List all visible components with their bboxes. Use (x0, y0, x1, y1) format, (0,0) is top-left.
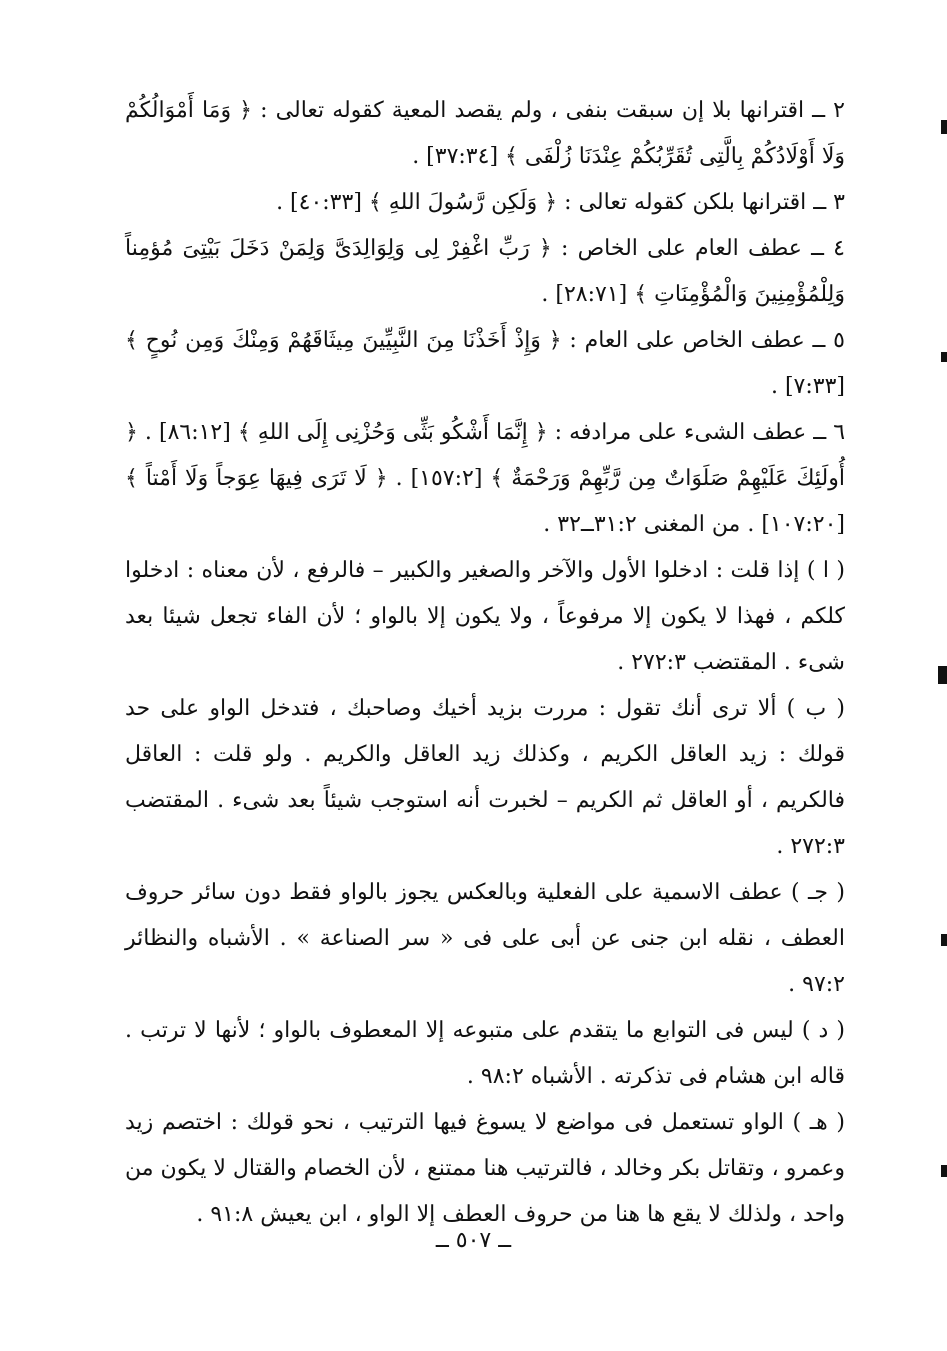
page-body (125, 88, 845, 1238)
scan-edge-mark (941, 352, 947, 362)
scan-edge-mark (941, 120, 947, 134)
paragraph-6: ٦ ــ عطف الشىء على مرادفه : ﴿ إِنَّمَا أَشْكُو بَثِّى وَحُزْنِى إِلَى اللهِ ﴾ [٨٦:١٢] . ﴿ أُولَئِكَ عَلَيْهِمْ صَلَوَاتٌ مِن رَّبِّهِمْ وَرَحْمَةٌ ﴾ [١٥٧:٢] . ﴿ لَا تَرَى فِيهَا عِوَجاً وَلَا أَمْتاً ﴾ [١٠٧:٢٠] . من المغنى ٣١:٢ــ٣٢ . (125, 420, 846, 537)
paragraph-5: ٥ ــ عطف الخاص على العام : ﴿ وَإِذْ أَخَذْنَا مِنَ النَّبِيِّينَ مِيثَاقَهُمْ وَمِنْكَ وَمِن نُوحٍ ﴾ [٧:٣٣] . (125, 328, 845, 399)
note-b: ( ب ) ألا ترى أنك تقول : مررت بزيد أخيك وصاحبك ، فتدخل الواو على حد قولك : زيد العاقل الكريم ، وكذلك زيد العاقل والكريم . ولو قلت : العاقل فالكريم ، أو العاقل ثم الكريم – لخبرت أنه استوجب شيئاً بعد شىء . المقتضب ٢٧٢:٣ . (125, 696, 845, 859)
paragraph-2: ٢ ــ اقترانها بلا إن سبقت بنفى ، ولم يقصد المعية كقوله تعالى : ﴿ وَمَا أَمْوَالُكُمْ وَلَا أَوْلَادُكُمْ بِالَّتِى تُقَرِّبُكُمْ عِنْدَنَا زُلْفَى ﴾ [٣٧:٣٤] . (125, 98, 845, 169)
note-c: ( جـ ) عطف الاسمية على الفعلية وبالعكس يجوز بالواو فقط دون سائر حروف العطف ، نقله ابن جنى عن أبى على فى « سر الصناعة » . الأشباه والنظائر ٩٧:٢ . (125, 880, 846, 997)
paragraph-3: ٣ ــ اقترانها بلكن كقوله تعالى : ﴿ وَلَكِن رَّسُولَ اللهِ ﴾ [٤٠:٣٣] . (276, 190, 845, 215)
page-number: ــ ٥٠٧ ــ (435, 1228, 512, 1253)
scan-edge-mark (941, 1165, 947, 1177)
scan-edge-mark (941, 934, 947, 946)
note-e: ( هـ ) الواو تستعمل فى مواضع لا يسوغ فيها الترتيب ، نحو قولك : اختصم زيد وعمرو ، وتقاتل بكر وخالد ، فالترتيب هنا ممتنع ، لأن الخصام والقتال لا يكون من واحد ، ولذلك لا يقع ها هنا من حروف العطف إلا الواو ، ابن يعيش ٩١:٨ . (125, 1110, 845, 1227)
paragraph-4: ٤ ــ عطف العام على الخاص : ﴿ رَبِّ اغْفِرْ لِى وَلِوَالِدَىَّ وَلِمَنْ دَخَلَ بَيْتِىَ مُؤمِناً وَلِلْمُؤْمِنِينَ وَالْمُؤْمِنَاتِ ﴾ [٢٨:٧١] . (125, 236, 845, 307)
note-a: ( ا ) إذا قلت : ادخلوا الأول والآخر والصغير والكبير – فالرفع ، لأن معناه : ادخلوا كلكم ، فهذا لا يكون إلا مرفوعاً ، ولا يكون إلا بالواو ؛ لأن الفاء تجعل شيئا بعد شىء . المقتضب ٢٧٢:٣ . (125, 558, 845, 675)
note-d: ( د ) ليس فى التوابع ما يتقدم على متبوعه إلا المعطوف بالواو ؛ لأنها لا ترتب . قاله ابن هشام فى تذكرته . الأشباه ٩٨:٢ . (125, 1018, 845, 1089)
scan-edge-mark (938, 666, 947, 684)
